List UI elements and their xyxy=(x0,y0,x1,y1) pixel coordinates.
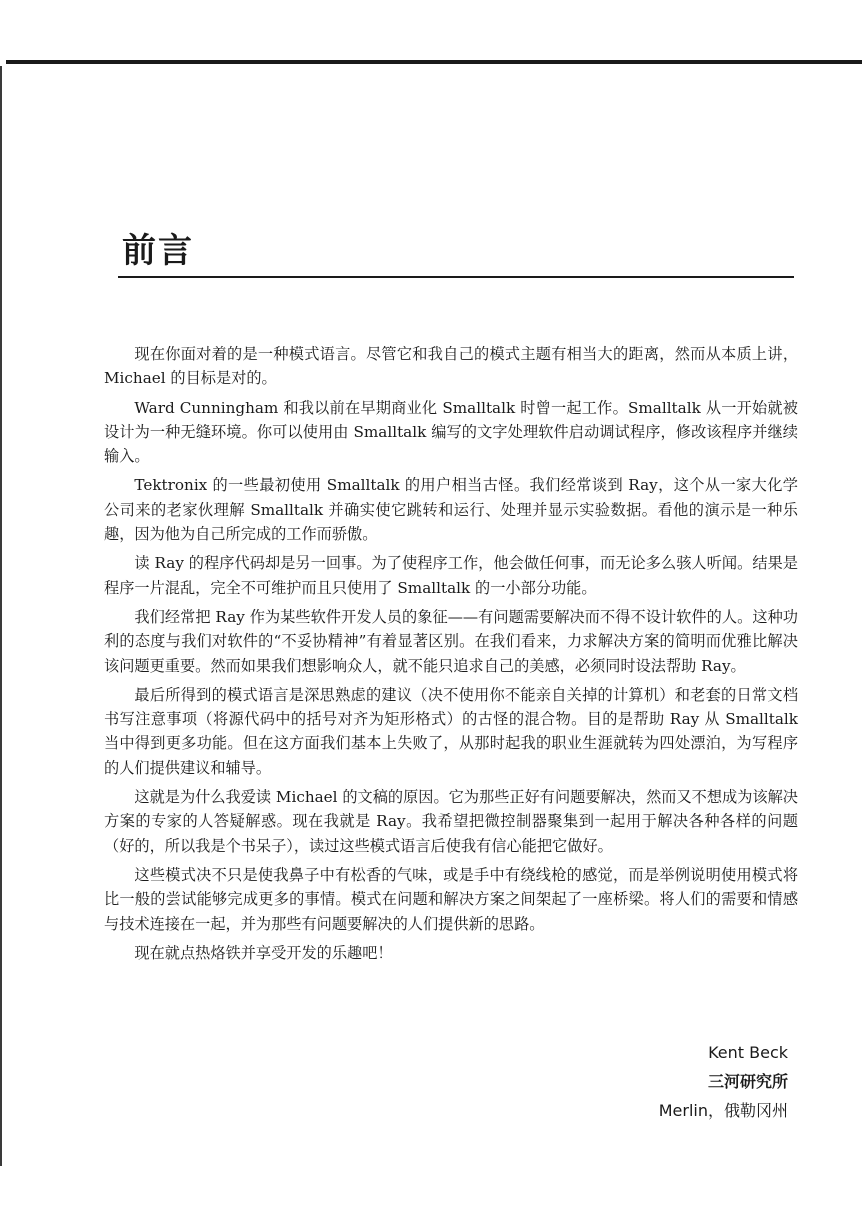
paragraph-5: 我们经常把 Ray 作为某些软件开发人员的象征——有问题需要解决而不得不设计软件的人。这种功利的态度与我们对软件的“不妥协精神”有着显著区别。在我们看来，力求解决方案的简明而优雅比解决该问题更重要。然而如果我们想影响众人，就不能只追求自己的美感，必须同时设法帮助 Ray。 xyxy=(104,607,798,675)
top-rule xyxy=(6,60,862,64)
title-underline xyxy=(118,276,794,278)
paragraph-3: Tektronix 的一些最初使用 Smalltalk 的用户相当古怪。我们经常谈到 Ray，这个从一家大化学公司来的老家伙理解 Smalltalk 并确实使它跳转和运行、处理并显示实验数据。看他的演示是一种乐趣，因为他为自己所完成的工作而骄傲。 xyxy=(104,476,798,544)
page-title: 前言 xyxy=(122,231,194,271)
author-name: Kent Beck xyxy=(708,1043,788,1062)
paragraph-1: 现在你面对着的是一种模式语言。尽管它和我自己的模式主题有相当大的距离，然而从本质上讲，Michael 的目标是对的。 xyxy=(104,345,798,388)
preface-body xyxy=(104,342,798,970)
paragraph-9: 现在就点热烙铁并享受开发的乐趣吧！ xyxy=(134,943,393,962)
paragraph-7: 这就是为什么我爱读 Michael 的文稿的原因。它为那些正好有问题要解决，然而又不想成为该解决方案的专家的人答疑解惑。现在我就是 Ray。我希望把微控制器聚集到一起用于解决各种各样的问题（好的，所以我是个书呆子），读过这些模式语言后使我有信心能把它做好。 xyxy=(104,788,798,855)
paragraph-2: Ward Cunningham 和我以前在早期商业化 Smalltalk 时曾一起工作。Smalltalk 从一开始就被设计为一种无缝环境。你可以使用由 Smalltalk 编写的文字处理软件启动调试程序，修改该程序并继续输入。 xyxy=(104,398,798,466)
paragraph-8: 这些模式决不只是使我鼻子中有松香的气味，或是手中有绕线枪的感觉，而是举例说明使用模式将比一般的尝试能够完成更多的事情。模式在问题和解决方案之间架起了一座桥梁。将人们的需要和情感与技术连接在一起，并为那些有问题要解决的人们提供新的思路。 xyxy=(104,865,798,933)
paragraph-4: 读 Ray 的程序代码却是另一回事。为了使程序工作，他会做任何事，而无论多么骇人听闻。结果是程序一片混乱，完全不可维护而且只使用了 Smalltalk 的一小部分功能。 xyxy=(104,554,798,597)
page-edge xyxy=(0,66,2,1166)
paragraph-6: 最后所得到的模式语言是深思熟虑的建议（决不使用你不能亲自关掉的计算机）和老套的日常文档书写注意事项（将源代码中的括号对齐为矩形格式）的古怪的混合物。目的是帮助 Ray 从 Smalltalk 当中得到更多功能。但在这方面我们基本上失败了，从那时起我的职业生涯就转为四处漂泊，为写程序的人们提供建议和辅导。 xyxy=(104,685,798,777)
author-organization: 三河研究所 xyxy=(707,1072,788,1091)
author-location: Merlin，俄勒冈州 xyxy=(658,1101,788,1120)
signature-block xyxy=(659,1038,788,1125)
